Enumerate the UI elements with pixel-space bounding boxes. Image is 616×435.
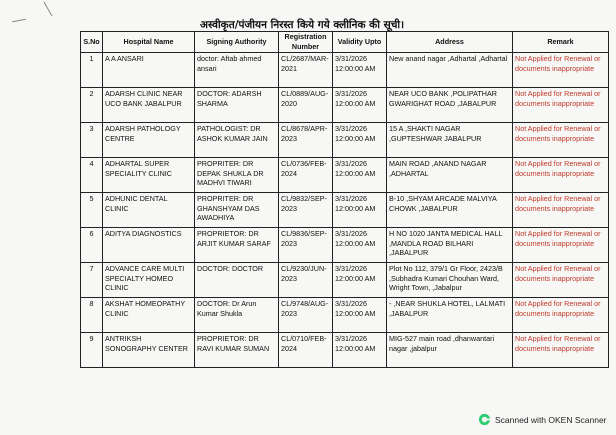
cell-validity-upto: 3/31/2026 12:00:00 AM bbox=[333, 158, 387, 193]
cell-address: MIG-527 main road ,dhanwantari nagar ,jabalpur bbox=[387, 333, 513, 368]
table-row bbox=[81, 298, 609, 333]
cell-sno: 2 bbox=[81, 88, 103, 123]
column-header-registration-number: Registration Number bbox=[279, 32, 333, 53]
scanner-text: Scanned with OKEN Scanner bbox=[495, 414, 607, 425]
pen-stroke-mark bbox=[42, 0, 54, 18]
cell-address: B-10 ,SHYAM ARCADE MALVIYA CHOWK ,JABALPUR bbox=[387, 193, 513, 228]
cell-registration-number: CL/9748/AUG-2023 bbox=[279, 298, 333, 333]
cell-hospital-name: ADITYA DIAGNOSTICS bbox=[103, 228, 195, 263]
cell-registration-number: CL/9836/SEP-2023 bbox=[279, 228, 333, 263]
cell-registration-number: CL/0889/AUG-2020 bbox=[279, 88, 333, 123]
cell-validity-upto: 3/31/2026 12:00:00 AM bbox=[333, 193, 387, 228]
cell-registration-number: CL/0736/FEB-2024 bbox=[279, 158, 333, 193]
rejected-clinics-table bbox=[80, 31, 609, 368]
cell-validity-upto: 3/31/2026 12:00:00 AM bbox=[333, 298, 387, 333]
cell-signing-authority: PROPRIETOR: DR ARJIT KUMAR SARAF bbox=[195, 228, 279, 263]
header-row bbox=[81, 32, 609, 53]
cell-address: MAIN ROAD ,ANAND NAGAR ,ADHARTAL bbox=[387, 158, 513, 193]
table-row bbox=[81, 333, 609, 368]
cell-hospital-name: ADHARTAL SUPER SPECIALITY CLINIC bbox=[103, 158, 195, 193]
cell-hospital-name: ANTRIKSH SONOGRAPHY CENTER bbox=[103, 333, 195, 368]
cell-hospital-name: ADARSH CLINIC NEAR UCO BANK JABALPUR bbox=[103, 88, 195, 123]
cell-remark: Not Applied for Renewal or documents inappropriate bbox=[513, 333, 609, 368]
cell-signing-authority: PROPRIETOR: DR RAVI KUMAR SUMAN bbox=[195, 333, 279, 368]
cell-validity-upto: 3/31/2026 12:00:00 AM bbox=[333, 88, 387, 123]
cell-registration-number: CL/8678/APR-2023 bbox=[279, 123, 333, 158]
cell-remark: Not Applied for Renewal or documents inappropriate bbox=[513, 228, 609, 263]
table-header bbox=[81, 32, 609, 53]
table-body bbox=[81, 53, 609, 368]
scanner-watermark bbox=[478, 413, 607, 426]
cell-hospital-name: ADHUNIC DENTAL CLINIC bbox=[103, 193, 195, 228]
table-row bbox=[81, 228, 609, 263]
cell-address: NEAR UCO BANK ,POLIPATHAR GWARIGHAT ROAD ,JABALPUR bbox=[387, 88, 513, 123]
cell-sno: 7 bbox=[81, 263, 103, 298]
cell-sno: 1 bbox=[81, 53, 103, 88]
cell-signing-authority: DOCTOR: Dr Arun Kumar Shukla bbox=[195, 298, 279, 333]
cell-remark: Not Applied for Renewal or documents inappropriate bbox=[513, 263, 609, 298]
cell-sno: 4 bbox=[81, 158, 103, 193]
table-row bbox=[81, 53, 609, 88]
column-header-address: Address bbox=[387, 32, 513, 53]
cell-address: H NO 1020 JANTA MEDICAL HALL ,MANDLA ROAD BILHARI ,JABALPUR bbox=[387, 228, 513, 263]
cell-validity-upto: 3/31/2026 12:00:00 AM bbox=[333, 123, 387, 158]
cell-hospital-name: A A ANSARI bbox=[103, 53, 195, 88]
cell-registration-number: CL/2687/MAR-2021 bbox=[279, 53, 333, 88]
cell-address: Plot No 112, 379/1 Gr Floor, 2423/B ,Subhadra Kumari Chouhan Ward, Wright Town, ,Jabalpur bbox=[387, 263, 513, 298]
pen-dash-mark bbox=[12, 19, 26, 22]
cell-signing-authority: PROPRITER: DR DEPAK SHUKLA DR MADHVI TIWARI bbox=[195, 158, 279, 193]
cell-remark: Not Applied for Renewal or documents inappropriate bbox=[513, 298, 609, 333]
cell-validity-upto: 3/31/2026 12:00:00 AM bbox=[333, 53, 387, 88]
cell-remark: Not Applied for Renewal or documents inappropriate bbox=[513, 158, 609, 193]
cell-remark: Not Applied for Renewal or documents inappropriate bbox=[513, 123, 609, 158]
column-header-remark: Remark bbox=[513, 32, 609, 53]
cell-remark: Not Applied for Renewal or documents inappropriate bbox=[513, 193, 609, 228]
document-title: अस्वीकृत/पंजीयन निरस्त किये गये क्लीनिक की सूची। bbox=[200, 19, 405, 31]
cell-hospital-name: AKSHAT HOMEOPATHY CLINIC bbox=[103, 298, 195, 333]
table-row bbox=[81, 88, 609, 123]
cell-signing-authority: PATHOLOGIST: DR ASHOK KUMAR JAIN bbox=[195, 123, 279, 158]
column-header-validity-upto: Validity Upto bbox=[333, 32, 387, 53]
cell-registration-number: CL/9230/JUN-2023 bbox=[279, 263, 333, 298]
cell-address: New anand nagar ,Adhartal ,Adhartal bbox=[387, 53, 513, 88]
cell-remark: Not Applied for Renewal or documents inappropriate bbox=[513, 53, 609, 88]
cell-sno: 3 bbox=[81, 123, 103, 158]
cell-signing-authority: PROPRITER: DR GHANSHYAM DAS AWADHIYA bbox=[195, 193, 279, 228]
cell-registration-number: CL/0710/FEB-2024 bbox=[279, 333, 333, 368]
column-header-sno: S.No bbox=[81, 32, 103, 53]
cell-address: 15 A ,SHAKTI NAGAR ,GUPTESHWAR JABALPUR bbox=[387, 123, 513, 158]
column-header-signing-authority: Signing Authority bbox=[195, 32, 279, 53]
column-header-hospital-name: Hospital Name bbox=[103, 32, 195, 53]
table-row bbox=[81, 263, 609, 298]
scanner-logo-icon bbox=[478, 413, 491, 426]
cell-sno: 9 bbox=[81, 333, 103, 368]
cell-validity-upto: 3/31/2026 12:00:00 AM bbox=[333, 333, 387, 368]
table-row bbox=[81, 123, 609, 158]
cell-sno: 6 bbox=[81, 228, 103, 263]
cell-sno: 5 bbox=[81, 193, 103, 228]
cell-signing-authority: DOCTOR: ADARSH SHARMA bbox=[195, 88, 279, 123]
cell-sno: 8 bbox=[81, 298, 103, 333]
table-row bbox=[81, 193, 609, 228]
cell-hospital-name: ADARSH PATHOLOGY CENTRE bbox=[103, 123, 195, 158]
cell-registration-number: CL/9832/SEP-2023 bbox=[279, 193, 333, 228]
cell-address: - ,NEAR SHUKLA HOTEL, LALMATI ,JABALPUR bbox=[387, 298, 513, 333]
cell-signing-authority: DOCTOR: DOCTOR bbox=[195, 263, 279, 298]
cell-signing-authority: doctor: Aftab ahmed ansari bbox=[195, 53, 279, 88]
cell-hospital-name: ADVANCE CARE MULTI SPECIALTY HOMEO CLINIC bbox=[103, 263, 195, 298]
cell-validity-upto: 3/31/2026 12:00:00 AM bbox=[333, 263, 387, 298]
cell-validity-upto: 3/31/2026 12:00:00 AM bbox=[333, 228, 387, 263]
table-row bbox=[81, 158, 609, 193]
cell-remark: Not Applied for Renewal or documents inappropriate bbox=[513, 88, 609, 123]
